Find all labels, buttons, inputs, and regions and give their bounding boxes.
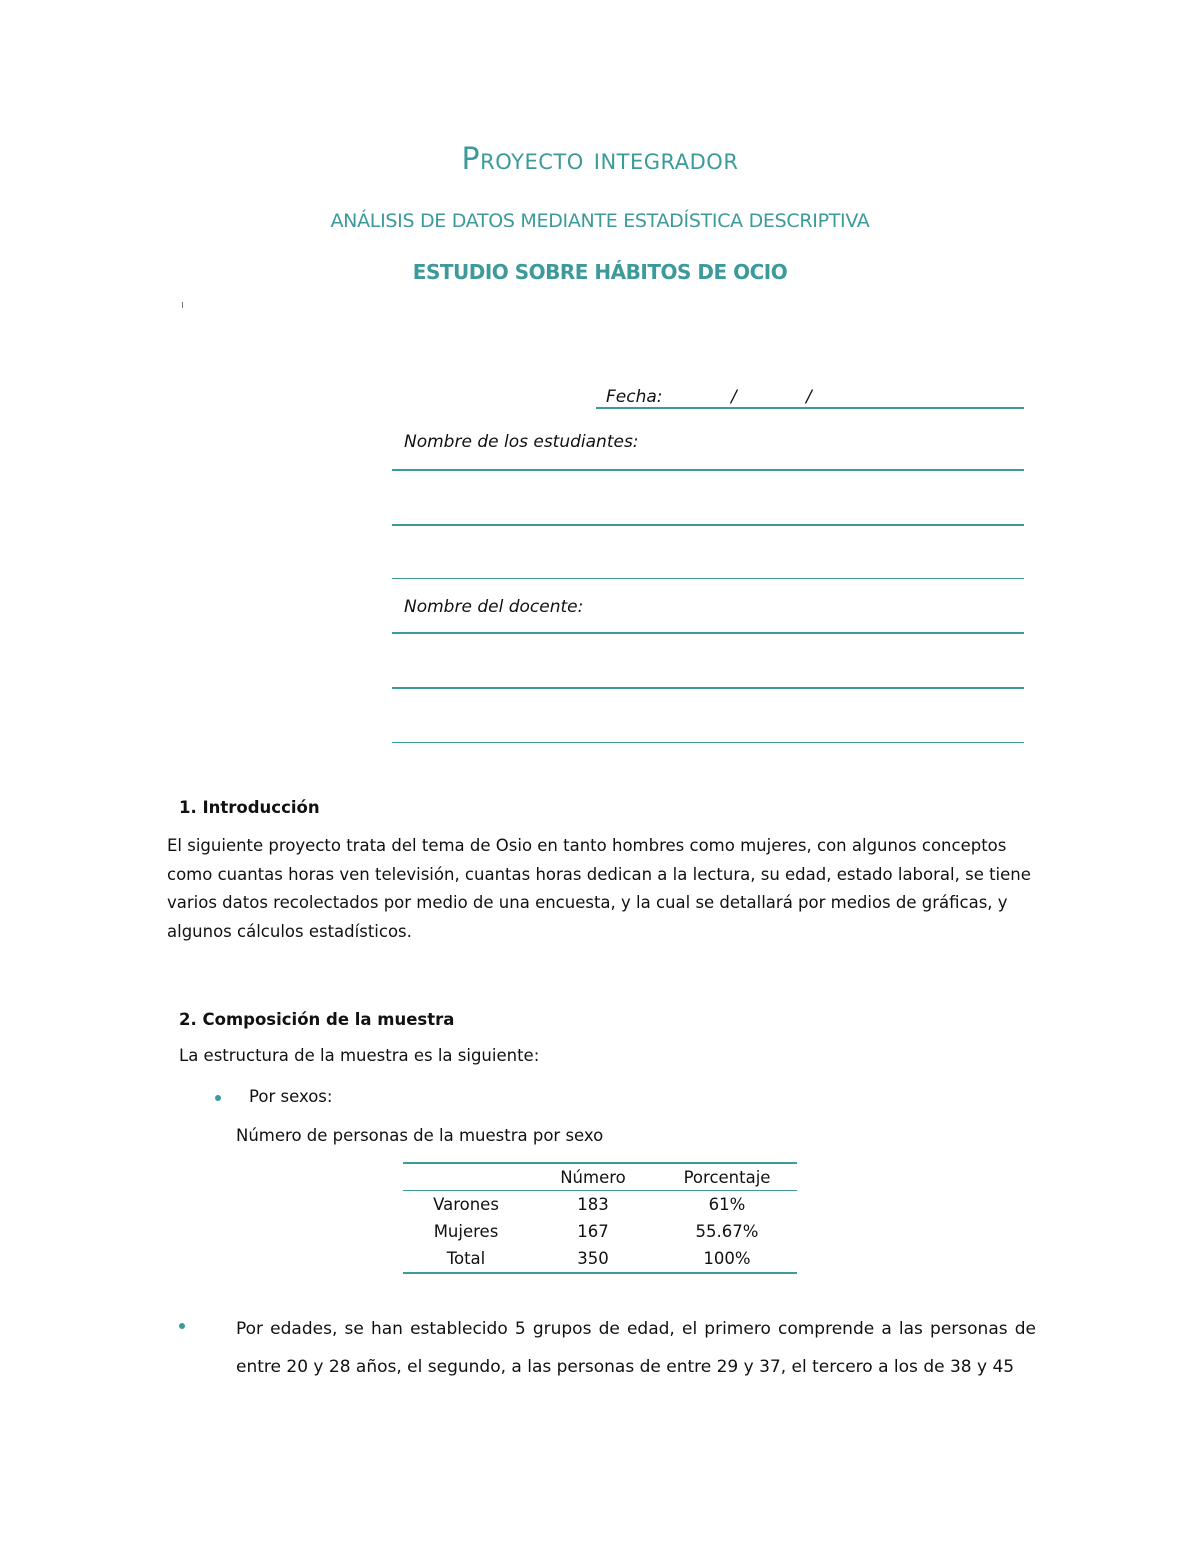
table-row xyxy=(403,1191,797,1219)
composition-intro: La estructura de la muestra es la siguiente: xyxy=(179,1046,540,1065)
students-label: Nombre de los estudiantes: xyxy=(404,432,639,452)
document-title: Proyecto integrador xyxy=(461,142,739,177)
fecha-line xyxy=(596,407,1024,409)
student-line xyxy=(392,524,1024,526)
student-line xyxy=(392,469,1024,471)
section-heading-introduccion: 1. Introducción xyxy=(179,798,320,817)
table-header-cell xyxy=(403,1163,529,1191)
teacher-line xyxy=(392,687,1024,689)
study-title: ESTUDIO SOBRE HÁBITOS DE OCIO xyxy=(412,260,788,284)
bullet-age-paragraph: Por edades, se han establecido 5 grupos de edad, el primero comprende a las personas de entre 20 y 28 años, el segundo, a las personas de entre 29 y 37, el tercero a los de 38 y 45 xyxy=(236,1319,1036,1377)
date-separator: / xyxy=(731,387,737,407)
fecha-label: Fecha: xyxy=(606,387,663,407)
section-heading-composicion: 2. Composición de la muestra xyxy=(179,1010,455,1029)
sex-table xyxy=(403,1162,797,1274)
table-cell: Total xyxy=(403,1245,529,1273)
bullet-sex-label: Por sexos: xyxy=(249,1087,333,1106)
table-cell: 350 xyxy=(529,1245,657,1273)
intro-paragraph: El siguiente proyecto trata del tema de Osio en tanto hombres como mujeres, con algunos conceptos como cuantas horas ven televisión, cuantas horas dedican a la lectura, su edad, estado laboral, se tiene varios datos recolectados por medio de una encuesta, y la cual se detallará por medios de gráficas, y algunos cálculos estadísticos. xyxy=(167,836,1031,941)
table-header-cell: Porcentaje xyxy=(657,1163,797,1191)
table-cell: 183 xyxy=(577,1195,609,1214)
student-line xyxy=(392,578,1024,579)
table-cell: Mujeres xyxy=(433,1222,499,1241)
date-separator: / xyxy=(806,387,812,407)
table-cell: 61% xyxy=(708,1195,746,1214)
document-subtitle: ANÁLISIS DE DATOS MEDIANTE ESTADÍSTICA DESCRIPTIVA xyxy=(330,210,870,232)
table-header-cell: Número xyxy=(529,1163,657,1191)
bullet-icon xyxy=(215,1095,221,1101)
teacher-line xyxy=(392,632,1024,634)
table-row xyxy=(403,1245,797,1273)
table-cell: Varones xyxy=(433,1195,499,1214)
table-header-row xyxy=(403,1163,797,1191)
bullet-icon xyxy=(179,1323,185,1329)
table-cell: 55.67% xyxy=(695,1222,759,1241)
table-cell: 100% xyxy=(657,1245,797,1273)
table-row xyxy=(403,1218,797,1245)
tick-mark xyxy=(182,302,183,308)
teacher-label: Nombre del docente: xyxy=(404,597,584,617)
table-cell: 167 xyxy=(577,1222,609,1241)
table-caption: Número de personas de la muestra por sexo xyxy=(236,1126,604,1145)
teacher-line xyxy=(392,742,1024,743)
